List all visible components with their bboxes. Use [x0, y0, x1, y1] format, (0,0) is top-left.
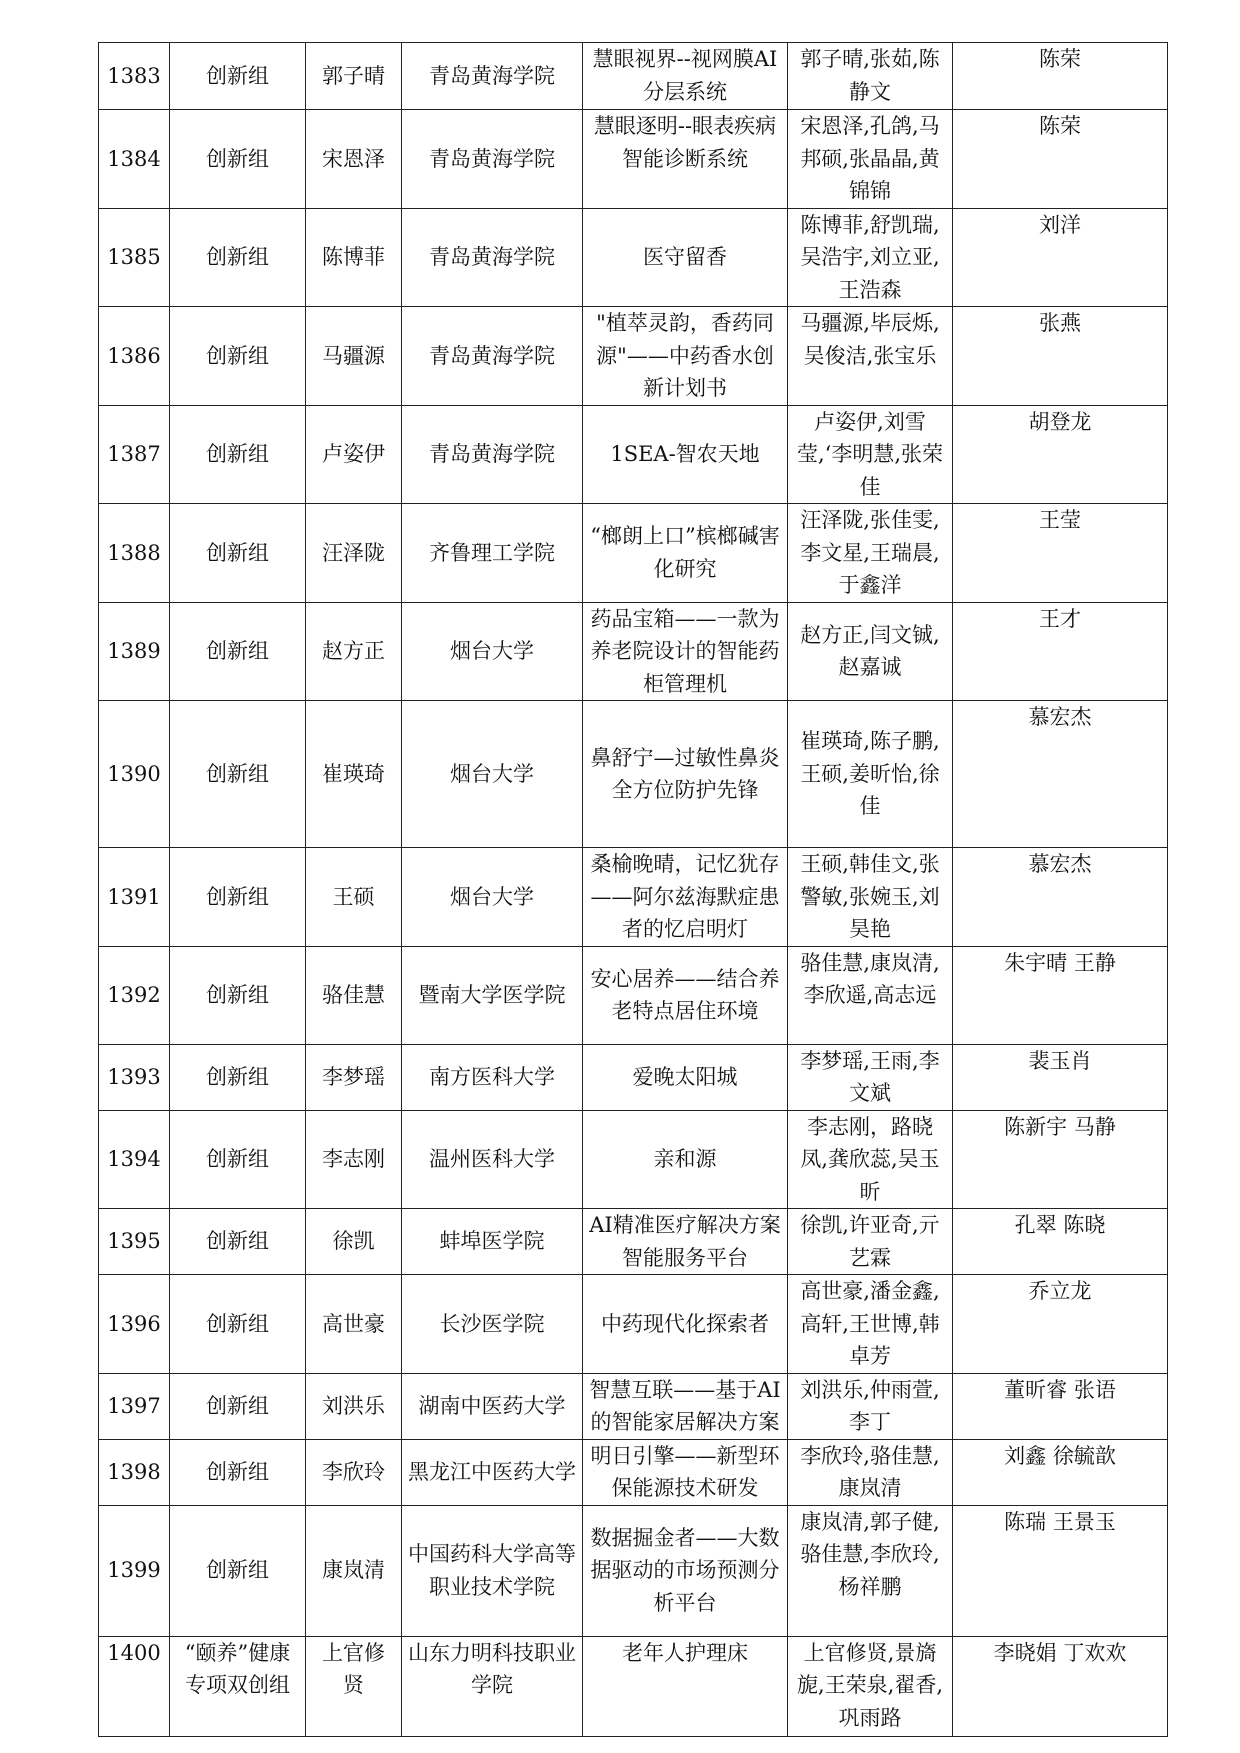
project-cell: 老年人护理床	[583, 1636, 788, 1736]
row-number: 1399	[99, 1505, 170, 1636]
table-row	[99, 701, 1168, 848]
row-number: 1388	[99, 504, 170, 603]
leader-cell: 骆佳慧	[306, 946, 402, 1044]
group-cell: 创新组	[170, 1275, 306, 1374]
group-cell: 创新组	[170, 307, 306, 406]
table-row	[99, 1044, 1168, 1110]
project-cell: "植萃灵韵，香药同源"——中药香水创新计划书	[583, 307, 788, 406]
group-cell: 创新组	[170, 208, 306, 307]
leader-cell: 郭子晴	[306, 43, 402, 110]
row-number: 1389	[99, 602, 170, 701]
project-cell: 中药现代化探索者	[583, 1275, 788, 1374]
advisor-cell: 慕宏杰	[953, 848, 1168, 947]
project-cell: 鼻舒宁—过敏性鼻炎全方位防护先锋	[583, 701, 788, 848]
table-row	[99, 1505, 1168, 1636]
leader-cell: 徐凯	[306, 1209, 402, 1275]
school-cell: 温州医科大学	[402, 1110, 583, 1209]
row-number: 1391	[99, 848, 170, 947]
group-cell: 创新组	[170, 1209, 306, 1275]
members-cell: 李欣玲,骆佳慧,康岚清	[788, 1439, 953, 1505]
row-number: 1400	[99, 1636, 170, 1736]
members-cell: 陈博菲,舒凯瑞,吴浩宇,刘立亚,王浩森	[788, 208, 953, 307]
group-cell: 创新组	[170, 110, 306, 209]
advisor-cell: 张燕	[953, 307, 1168, 406]
table-row	[99, 1373, 1168, 1439]
members-cell: 卢姿伊,刘雪莹,‘李明慧,张荣佳	[788, 405, 953, 504]
advisor-cell: 陈瑞 王景玉	[953, 1505, 1168, 1636]
school-cell: 烟台大学	[402, 602, 583, 701]
row-number: 1393	[99, 1044, 170, 1110]
row-number: 1395	[99, 1209, 170, 1275]
row-number: 1392	[99, 946, 170, 1044]
project-cell: “榔朗上口”槟榔碱害化研究	[583, 504, 788, 603]
leader-cell: 刘洪乐	[306, 1373, 402, 1439]
group-cell: “颐养”健康专项双创组	[170, 1636, 306, 1736]
members-cell: 李梦瑶,王雨,李文斌	[788, 1044, 953, 1110]
advisor-cell: 胡登龙	[953, 405, 1168, 504]
members-cell: 马疆源,毕辰烁,吴俊洁,张宝乐	[788, 307, 953, 406]
group-cell: 创新组	[170, 602, 306, 701]
leader-cell: 马疆源	[306, 307, 402, 406]
school-cell: 蚌埠医学院	[402, 1209, 583, 1275]
members-cell: 崔瑛琦,陈子鹏,王硕,姜昕怡,徐佳	[788, 701, 953, 848]
school-cell: 长沙医学院	[402, 1275, 583, 1374]
table-row	[99, 1636, 1168, 1736]
school-cell: 青岛黄海学院	[402, 208, 583, 307]
leader-cell: 汪泽陇	[306, 504, 402, 603]
row-number: 1398	[99, 1439, 170, 1505]
members-cell: 李志刚，路晓凤,龚欣蕊,吴玉昕	[788, 1110, 953, 1209]
members-cell: 徐凯,许亚奇,亓艺霖	[788, 1209, 953, 1275]
table-row	[99, 405, 1168, 504]
leader-cell: 赵方正	[306, 602, 402, 701]
advisor-cell: 李晓娟 丁欢欢	[953, 1636, 1168, 1736]
leader-cell: 李志刚	[306, 1110, 402, 1209]
school-cell: 青岛黄海学院	[402, 43, 583, 110]
leader-cell: 崔瑛琦	[306, 701, 402, 848]
project-cell: 药品宝箱——一款为养老院设计的智能药柜管理机	[583, 602, 788, 701]
advisor-cell: 朱宇晴 王静	[953, 946, 1168, 1044]
advisor-cell: 王才	[953, 602, 1168, 701]
members-cell: 宋恩泽,孔鸽,马邦硕,张晶晶,黄锦锦	[788, 110, 953, 209]
members-cell: 刘洪乐,仲雨萱,李丁	[788, 1373, 953, 1439]
group-cell: 创新组	[170, 1110, 306, 1209]
leader-cell: 宋恩泽	[306, 110, 402, 209]
project-cell: 智慧互联——基于AI的智能家居解决方案	[583, 1373, 788, 1439]
project-cell: 安心居养——结合养老特点居住环境	[583, 946, 788, 1044]
project-cell: 亲和源	[583, 1110, 788, 1209]
leader-cell: 卢姿伊	[306, 405, 402, 504]
group-cell: 创新组	[170, 43, 306, 110]
table-row	[99, 504, 1168, 603]
table-row	[99, 946, 1168, 1044]
advisor-cell: 陈新宇 马静	[953, 1110, 1168, 1209]
group-cell: 创新组	[170, 1439, 306, 1505]
table-row	[99, 1439, 1168, 1505]
leader-cell: 李欣玲	[306, 1439, 402, 1505]
advisor-cell: 刘洋	[953, 208, 1168, 307]
table-row	[99, 1275, 1168, 1374]
advisor-cell: 乔立龙	[953, 1275, 1168, 1374]
leader-cell: 高世豪	[306, 1275, 402, 1374]
school-cell: 青岛黄海学院	[402, 307, 583, 406]
leader-cell: 王硕	[306, 848, 402, 947]
project-cell: 爱晚太阳城	[583, 1044, 788, 1110]
school-cell: 烟台大学	[402, 848, 583, 947]
table-row	[99, 848, 1168, 947]
table-row	[99, 43, 1168, 110]
school-cell: 南方医科大学	[402, 1044, 583, 1110]
advisor-cell: 刘鑫 徐毓歆	[953, 1439, 1168, 1505]
project-cell: 慧眼逐明--眼表疾病智能诊断系统	[583, 110, 788, 209]
row-number: 1385	[99, 208, 170, 307]
advisor-cell: 陈荣	[953, 110, 1168, 209]
table-row	[99, 1209, 1168, 1275]
school-cell: 烟台大学	[402, 701, 583, 848]
members-cell: 上官修贤,景旖旎,王荣泉,翟香,巩雨路	[788, 1636, 953, 1736]
row-number: 1383	[99, 43, 170, 110]
school-cell: 中国药科大学高等职业技术学院	[402, 1505, 583, 1636]
members-cell: 骆佳慧,康岚清,李欣遥,高志远	[788, 946, 953, 1044]
school-cell: 齐鲁理工学院	[402, 504, 583, 603]
project-cell: 明日引擎——新型环保能源技术研发	[583, 1439, 788, 1505]
group-cell: 创新组	[170, 701, 306, 848]
advisor-cell: 陈荣	[953, 43, 1168, 110]
leader-cell: 上官修贤	[306, 1636, 402, 1736]
school-cell: 青岛黄海学院	[402, 110, 583, 209]
group-cell: 创新组	[170, 946, 306, 1044]
school-cell: 湖南中医药大学	[402, 1373, 583, 1439]
school-cell: 暨南大学医学院	[402, 946, 583, 1044]
row-number: 1384	[99, 110, 170, 209]
table-row	[99, 208, 1168, 307]
table-row	[99, 602, 1168, 701]
advisor-cell: 王莹	[953, 504, 1168, 603]
members-cell: 赵方正,闫文铖,赵嘉诚	[788, 602, 953, 701]
members-cell: 康岚清,郭子健,骆佳慧,李欣玲,杨祥鹏	[788, 1505, 953, 1636]
school-cell: 黑龙江中医药大学	[402, 1439, 583, 1505]
school-cell: 山东力明科技职业学院	[402, 1636, 583, 1736]
table-row	[99, 1110, 1168, 1209]
project-cell: 数据掘金者——大数据驱动的市场预测分析平台	[583, 1505, 788, 1636]
members-cell: 高世豪,潘金鑫,高轩,王世博,韩卓芳	[788, 1275, 953, 1374]
members-cell: 郭子晴,张茹,陈静文	[788, 43, 953, 110]
table-row	[99, 110, 1168, 209]
advisor-cell: 慕宏杰	[953, 701, 1168, 848]
row-number: 1386	[99, 307, 170, 406]
table-row	[99, 307, 1168, 406]
row-number: 1387	[99, 405, 170, 504]
registry-table	[98, 42, 1168, 1737]
group-cell: 创新组	[170, 1505, 306, 1636]
project-cell: 医守留香	[583, 208, 788, 307]
leader-cell: 康岚清	[306, 1505, 402, 1636]
project-cell: 1SEA-智农天地	[583, 405, 788, 504]
row-number: 1390	[99, 701, 170, 848]
school-cell: 青岛黄海学院	[402, 405, 583, 504]
leader-cell: 李梦瑶	[306, 1044, 402, 1110]
row-number: 1394	[99, 1110, 170, 1209]
leader-cell: 陈博菲	[306, 208, 402, 307]
members-cell: 王硕,韩佳文,张警敏,张婉玉,刘昊艳	[788, 848, 953, 947]
project-cell: 慧眼视界--视网膜AI分层系统	[583, 43, 788, 110]
project-cell: AI精准医疗解决方案智能服务平台	[583, 1209, 788, 1275]
advisor-cell: 孔翠 陈晓	[953, 1209, 1168, 1275]
advisor-cell: 裴玉肖	[953, 1044, 1168, 1110]
group-cell: 创新组	[170, 504, 306, 603]
members-cell: 汪泽陇,张佳雯,李文星,王瑞晨,于鑫洋	[788, 504, 953, 603]
group-cell: 创新组	[170, 405, 306, 504]
group-cell: 创新组	[170, 848, 306, 947]
group-cell: 创新组	[170, 1044, 306, 1110]
row-number: 1397	[99, 1373, 170, 1439]
row-number: 1396	[99, 1275, 170, 1374]
advisor-cell: 董昕睿 张语	[953, 1373, 1168, 1439]
group-cell: 创新组	[170, 1373, 306, 1439]
project-cell: 桑榆晚晴，记忆犹存——阿尔兹海默症患者的忆启明灯	[583, 848, 788, 947]
